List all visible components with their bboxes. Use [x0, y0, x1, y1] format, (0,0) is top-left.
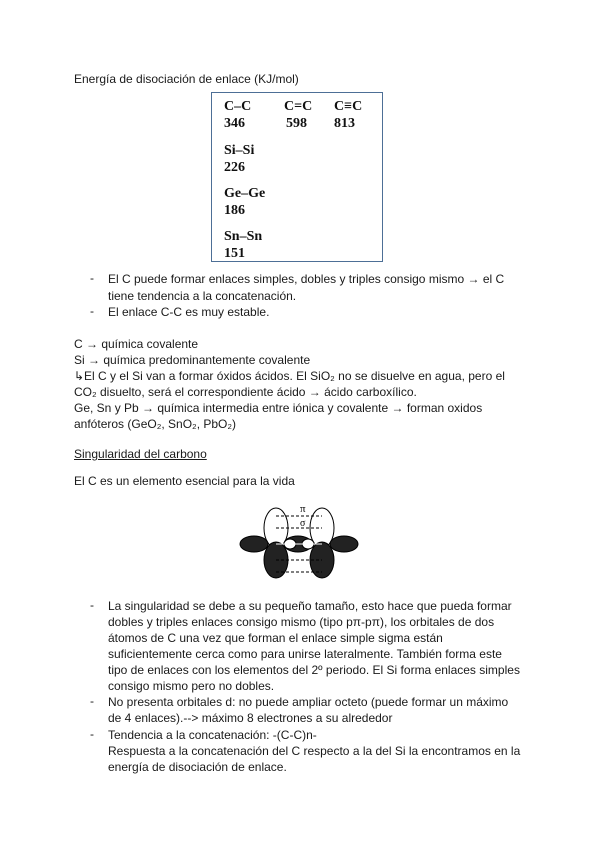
bullet-text: tipo de enlaces con los elementos del 2º periodo. El Si forma enlaces simples	[108, 663, 520, 677]
bullet-text: El enlace C-C es muy estable.	[108, 305, 270, 319]
bullet-dash: -	[90, 694, 94, 708]
chem-line: anfóteros (GeO₂, SnO₂, PbO₂)	[74, 417, 237, 431]
bullet-dash: -	[90, 304, 94, 318]
bullet-text: energía de disociación de enlace.	[108, 760, 287, 774]
pi-label: π	[300, 503, 306, 515]
pi-bond-orbital-figure	[236, 500, 366, 586]
bullet-text: Tendencia a la concatenación: -(C-C)n-	[108, 728, 317, 742]
bond-energy-table	[211, 92, 383, 262]
bullet-text: consigo mismo pero no dobles.	[108, 679, 275, 693]
ctc-label: C≡C	[334, 99, 363, 114]
intro-text: El C es un elemento esencial para la vida	[74, 474, 295, 488]
bullet-text: átomos de C una vez que forman el enlace simple sigma están	[108, 631, 443, 645]
snsn-value: 151	[224, 246, 245, 261]
section-title: Singularidad del carbono	[74, 447, 207, 461]
orbital-diagram	[240, 508, 358, 578]
bullet-text: tiene tendencia a la concatenación.	[108, 289, 297, 303]
bullet-dash: -	[90, 271, 94, 285]
ctc-value: 813	[334, 116, 355, 131]
chem-line: C → química covalente	[74, 337, 199, 351]
bullet-text: suficientemente cerca como para unirse lateralmente. También forma este	[108, 647, 502, 661]
gege-value: 186	[224, 203, 245, 218]
bullet-text: dobles y triples enlaces consigo mismo (tipo pπ-pπ), los orbitales de dos	[108, 615, 495, 629]
cc-label: C–C	[224, 99, 252, 114]
cdc-label: C=C	[284, 99, 313, 114]
chem-line: Ge, Sn y Pb → química intermedia entre iónica y covalente → forman oxidos	[74, 401, 483, 415]
chem-line: CO₂ disuelto, será el correspondiente ácido → ácido carboxílico.	[74, 385, 417, 399]
chem-line: ↳El C y el Si van a formar óxidos ácidos. El SiO₂ no se disuelve en agua, pero el	[74, 369, 505, 383]
bullet-text: Respuesta a la concatenación del C respecto a la del Si la encontramos en la	[108, 744, 521, 758]
snsn-label: Sn–Sn	[224, 229, 263, 244]
bullet-dash: -	[90, 727, 94, 741]
bullet-text: de 4 enlaces).--> máximo 8 electrones a su alrededor	[108, 711, 393, 725]
bullet-text: El C puede formar enlaces simples, dobles y triples consigo mismo → el C	[108, 272, 505, 286]
gege-label: Ge–Ge	[224, 186, 266, 201]
cdc-value: 598	[286, 116, 307, 131]
sisi-label: Si–Si	[224, 143, 255, 158]
sigma-label: σ	[300, 518, 306, 529]
bullet-text: No presenta orbitales d: no puede ampliar octeto (puede formar un máximo	[108, 695, 509, 709]
bullet-dash: -	[90, 598, 94, 612]
bullet-text: La singularidad se debe a su pequeño tamaño, esto hace que pueda formar	[108, 599, 512, 613]
energy-heading: Energía de disociación de enlace (KJ/mol)	[74, 72, 299, 86]
cc-value: 346	[224, 116, 245, 131]
sisi-value: 226	[224, 160, 245, 175]
chem-line: Si → química predominantemente covalente	[74, 353, 311, 367]
